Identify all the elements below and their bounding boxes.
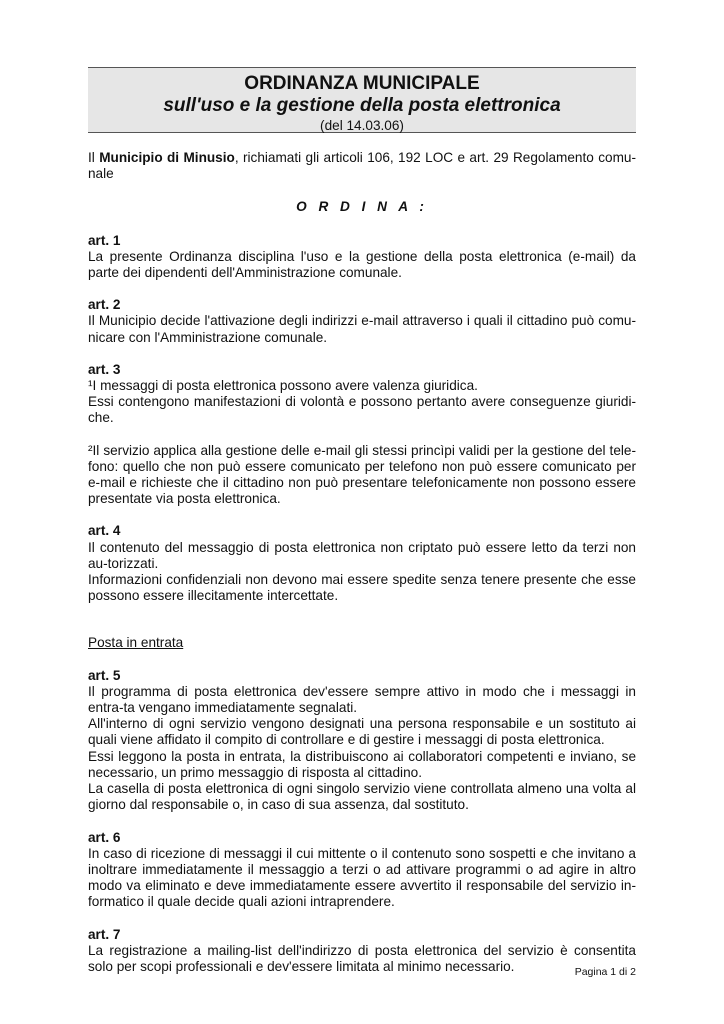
article-label: art. 6	[88, 829, 121, 845]
article-text: La casella di posta elettronica di ogni singolo servizio viene controllata almeno una volta al giorno dal responsabile o, in caso di sua assenza, dal sostituto.	[88, 781, 636, 813]
ordina-heading: O R D I N A :	[296, 199, 428, 215]
article-text: La presente Ordinanza disciplina l'uso e la gestione della posta elettronica (e-mail) da parte dei dipendenti dell'Amministrazione comunale.	[88, 248, 636, 281]
article-7	[88, 927, 636, 976]
document-body	[88, 150, 636, 991]
article-text: Essi leggono la posta in entrata, la distribuiscono ai collaboratori competenti e inviano, se necessario, un primo messaggio di risposta al cittadino.	[88, 748, 636, 780]
article-label: art. 4	[88, 523, 121, 539]
article-2	[88, 297, 636, 346]
page-number: Pagina 1 di 2	[574, 966, 636, 978]
article-1	[88, 233, 636, 282]
article-text: La registrazione a mailing-list dell'indirizzo di posta elettronica del servizio è consentita solo per scopi professionali e dev'essere limitata al minimo necessario.	[88, 942, 636, 974]
document-header	[88, 67, 636, 133]
article-text: Essi contengono manifestazioni di volontà e possono pertanto avere conseguenze giuridi-che.	[88, 394, 636, 426]
document-title: ORDINANZA MUNICIPALE	[244, 73, 480, 94]
article-6	[88, 830, 636, 911]
article-text: Il programma di posta elettronica dev'essere sempre attivo in modo che i messaggi in entra-ta vengano immediatamente segnalati.	[88, 683, 636, 716]
intro-paragraph	[88, 150, 636, 182]
intro-prefix: Il	[88, 150, 100, 165]
article-text: All'interno di ogni servizio vengono designati una persona responsabile e un sostituto ai quali viene affidato il compito di controllare e di gestire i messaggi di posta elettronica.	[88, 716, 636, 748]
municipio-name: Municipio di Minusio	[99, 150, 235, 165]
article-label: art. 7	[88, 926, 121, 942]
article-4	[88, 523, 636, 604]
article-label: art. 2	[88, 297, 121, 313]
article-label: art. 3	[88, 361, 121, 377]
article-text: Il Municipio decide l'attivazione degli indirizzi e-mail attraverso i quali il cittadino può comu-nicare con l'Amministrazione comunale.	[88, 313, 636, 345]
document-date: (del 14.03.06)	[320, 118, 404, 133]
article-text: Informazioni confidenziali non devono mai essere spedite senza tenere presente che esse possono essere illecitamente intercettate.	[88, 572, 636, 604]
article-text: Il contenuto del messaggio di posta elettronica non criptato può essere letto da terzi non au-torizzati.	[88, 539, 636, 571]
article-3	[88, 362, 636, 508]
section-title: Posta in entrata	[88, 635, 184, 651]
article-5	[88, 668, 636, 814]
article-text: ¹I messaggi di posta elettronica possono avere valenza giuridica.	[88, 378, 478, 394]
document-subtitle: sull'uso e la gestione della posta elettronica	[163, 95, 561, 116]
article-text: In caso di ricezione di messaggi il cui mittente o il contenuto sono sospetti e che invitano a inoltrare immediatamente il messaggio a terzi o ad attivare programmi o ad agire in altro modo va eliminato e deve immediatamente essere avvertito il responsabile del servizio in-formatico il quale decide quali azioni intraprendere.	[88, 845, 636, 910]
article-text: ²Il servizio applica alla gestione delle e-mail gli stessi princìpi validi per la gestione del tele-fono: quello che non può essere comunicato per telefono non può essere comunicato per e-mail e richieste che il cittadino non può presentare telefonicamente non possono essere presentate via posta elettronica.	[88, 442, 636, 507]
intro-text: , richiamati gli articoli 106, 192 LOC e art. 29 Regolamento comu-nale	[88, 150, 636, 182]
article-label: art. 5	[88, 667, 121, 683]
article-label: art. 1	[88, 232, 121, 248]
